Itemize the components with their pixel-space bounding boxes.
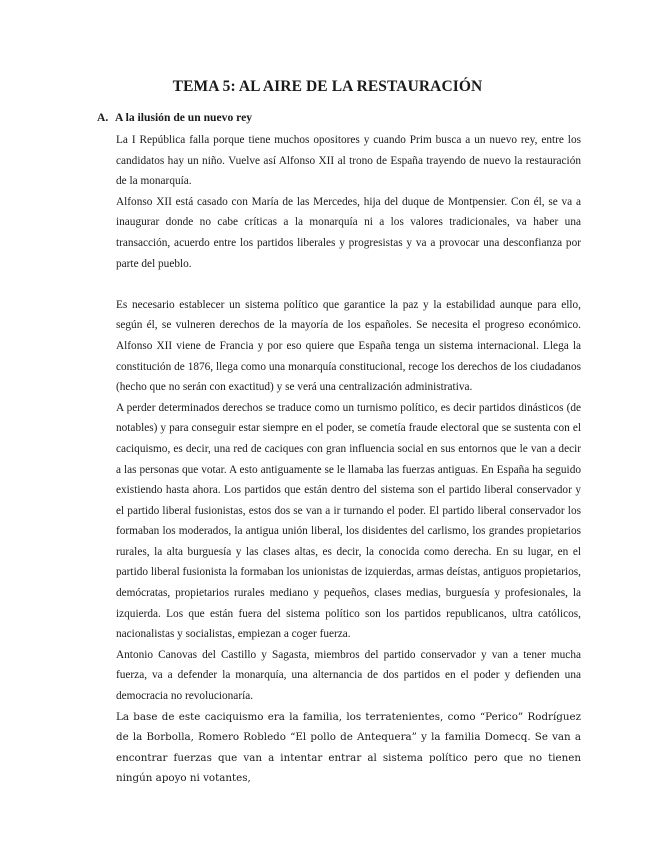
paragraph-3: Es necesario establecer un sistema político que garantice la paz y la estabilidad aunque para ello, según él, se vulneren derechos de la mayoría de los españoles. Se necesita el progreso económico. Alfonso XII viene de Francia y por eso quiere que España tenga un sistema internacional. Llega la constitución de 1876, llega como una monarquía constitucional, recoge los derechos de los ciudadanos (hecho que no serán con exactitud) y se verá una centralización administrativa. — [116, 298, 581, 394]
section-letter: A. — [97, 111, 109, 124]
section-heading-text: A la ilusión de un nuevo rey — [115, 111, 253, 124]
paragraph-4: A perder determinados derechos se traduce como un turnismo político, es decir partidos dinásticos (de notables) y para conseguir estar siempre en el poder, se cometía fraude electoral que se sustenta con el caciquismo, es decir, una red de caciques con gran influencia social en sus entornos que le van a decir a las personas que votar. A esto antiguamente se le llamaba las fuerzas antiguas. En España ha seguido existiendo hasta ahora. Los partidos que están dentro del sistema son el partido liberal conservador y el partido liberal fusionistas, estos dos se van a ir turnando el poder. El partido liberal conservador los formaban los moderados, la antigua unión liberal, los disidentes del carlismo, los grandes propietarios rurales, la alta burguesía y las clases altas, es decir, la conocida como derecha. En su lugar, en el partido liberal fusionista la formaban los unionistas de izquierdas, armas deístas, antiguos propietarios, demócratas, propietarios rurales mediano y pequeños, clases medias, burguesía y profesionales, la izquierda. Los que están fuera del sistema político son los partidos republicanos, ultra católicos, nacionalistas y socialistas, empiezan a coger fuerza. — [116, 401, 581, 641]
paragraph-1: La I República falla porque tiene muchos opositores y cuando Prim busca a un nuevo rey, entre los candidatos hay un niño. Vuelve así Alfonso XII al trono de España trayendo de nuevo la restauración de la monarquía. — [116, 134, 581, 188]
paragraph-2: Alfonso XII está casado con María de las Mercedes, hija del duque de Montpensier. Con él, se va a inaugurar donde no cabe críticas a la monarquía ni a los valores tradicionales, va haber una transacción, acuerdo entre los partidos liberales y progresistas y va a provocar una desconfianza por parte del pueblo. — [116, 195, 581, 270]
paragraph-6: La base de este caciquismo era la familia, los terratenientes, como “Perico” Rodríguez de la Borbolla, Romero Robledo “El pollo de Antequera” y la familia Domecq. Se van a encontrar fuerzas que van a intentar entrar al sistema político pero que no tienen ningún apoyo ni votantes, — [116, 710, 581, 785]
document-title: TEMA 5: AL AIRE DE LA RESTAURACIÓN — [172, 78, 483, 95]
document-body — [116, 130, 581, 789]
section-heading — [97, 111, 252, 124]
paragraph-5: Antonio Canovas del Castillo y Sagasta, miembros del partido conservador y van a tener mucha fuerza, va a defender la monarquía, una alternancia de dos partidos en el poder y defienden una democracia no revolucionaría. — [116, 648, 581, 703]
